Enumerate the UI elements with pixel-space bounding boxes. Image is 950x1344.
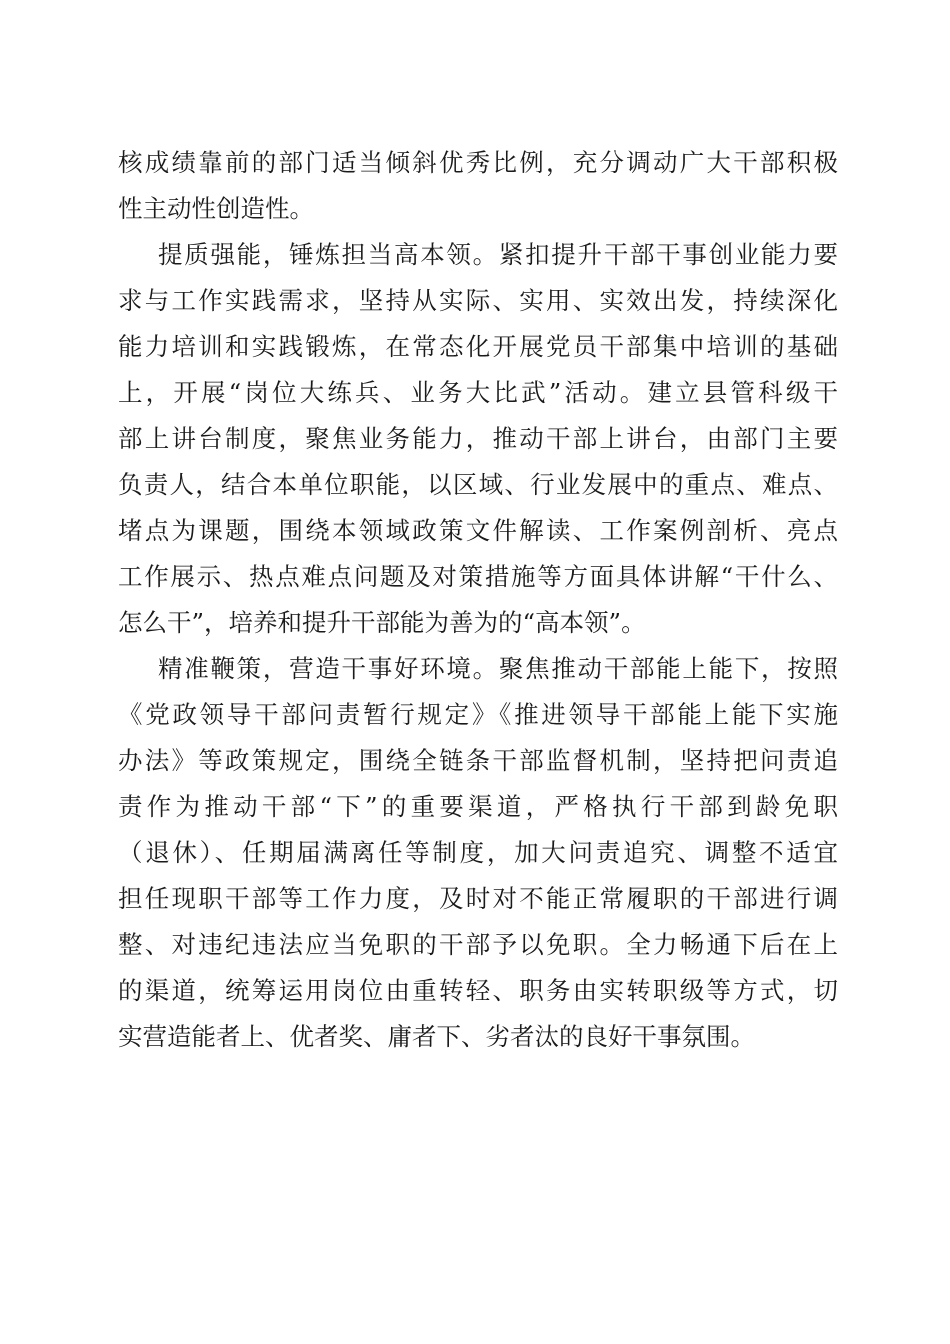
text-line: 负责人，结合本单位职能，以区域、行业发展中的重点、难点、	[118, 470, 838, 499]
text-line: 能力培训和实践锻炼，在常态化开展党员干部集中培训的基础	[118, 332, 838, 361]
text-line: 怎么干”，培养和提升干部能为善为的“高本领”。	[118, 608, 646, 637]
text-line: 责作为推动干部“下”的重要渠道，严格执行干部到龄免职	[118, 792, 838, 821]
text-line: 整、对违纪违法应当免职的干部予以免职。全力畅通下后在上	[118, 930, 838, 959]
text-line: 办法》等政策规定，围绕全链条干部监督机制，坚持把问责追	[118, 746, 838, 775]
text-line: 性主动性创造性。	[118, 194, 314, 223]
text-line: 《党政领导干部问责暂行规定》《推进领导干部能上能下实施	[118, 700, 838, 729]
document-body	[118, 140, 838, 1060]
text-line: 核成绩靠前的部门适当倾斜优秀比例，充分调动广大干部积极	[118, 148, 838, 177]
text-line: 求与工作实践需求，坚持从实际、实用、实效出发，持续深化	[118, 286, 838, 315]
text-line: 工作展示、热点难点问题及对策措施等方面具体讲解“干什么、	[118, 562, 838, 591]
text-line: 担任现职干部等工作力度，及时对不能正常履职的干部进行调	[118, 884, 838, 913]
text-line: （退休）、任期届满离任等制度，加大问责追究、调整不适宜	[118, 838, 838, 867]
text-line: 实营造能者上、优者奖、庸者下、劣者汰的良好干事氛围。	[118, 1022, 755, 1051]
text-line: 提质强能，锤炼担当高本领。紧扣提升干部干事创业能力要	[158, 240, 838, 269]
paragraph-2	[118, 232, 838, 646]
text-line: 精准鞭策，营造干事好环境。聚焦推动干部能上能下，按照	[158, 654, 838, 683]
paragraph-1	[118, 140, 838, 232]
text-line: 的渠道，统筹运用岗位由重转轻、职务由实转职级等方式，切	[118, 976, 838, 1005]
paragraph-3	[118, 646, 838, 1060]
text-line: 上，开展“岗位大练兵、业务大比武”活动。建立县管科级干	[118, 378, 838, 407]
text-line: 部上讲台制度，聚焦业务能力，推动干部上讲台，由部门主要	[118, 424, 838, 453]
text-line: 堵点为课题，围绕本领域政策文件解读、工作案例剖析、亮点	[118, 516, 838, 545]
